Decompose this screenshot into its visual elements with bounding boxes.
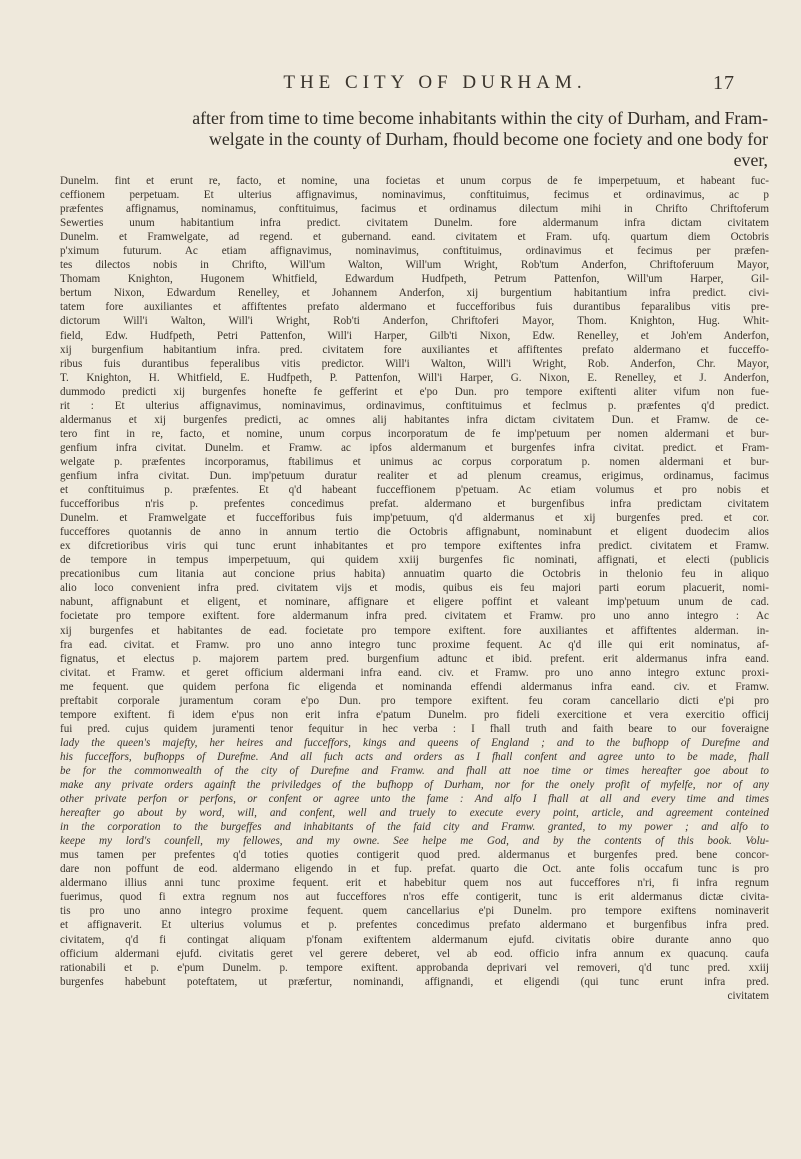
intro-line: ever, [733, 150, 768, 170]
charter-line: xij burgenfes et habitantes de ead. focietate pro tempore exiftent. fore auxiliantes et affiftentes alderman. in- [60, 624, 769, 637]
charter-line: T. Knighton, H. Whitfield, E. Hudfpeth, P. Pattenfon, Will'i Harper, G. Nixon, E. Renelley, et J. Anderfon, [60, 371, 769, 384]
charter-line: Sewerties unum habitantium infra predict. civitatem Dunelm. fore aldermanum infra dictam civitatem [60, 217, 769, 230]
charter-line: Thomam Knighton, Hugonem Whitfield, Edwardum Hudfpeth, Petrum Pattenfon, Will'um Harper, Gil- [60, 273, 769, 286]
charter-line: ceffionem perpetuam. Et ulterius affignavimus, nominavimus, conftituimus, fecimus et ordinavimus, ac p [60, 189, 769, 202]
charter-line: make any private orders againft the priviledges of the bufhopp of Durham, nor for the onely profit of myfelfe, nor of any [60, 779, 769, 792]
latin-charter-text [60, 174, 769, 1003]
charter-line: et affignaverit. Et ulterius volumus et p. prefentes concedimus prefato aldermano et burgenfibus infra pred. [60, 919, 769, 932]
charter-line: nabunt, affignabunt et eligent, et nominare, affignare et eligere poffint et valeant imp'petuum unum de cad. [60, 596, 769, 609]
charter-line: keepe my lord's counfell, my fellowes, and my owne. See helpe me God, and by the contents of this book. Volu- [60, 835, 769, 848]
charter-line: field, Edw. Hudfpeth, Petri Pattenfon, Will'i Harper, Gilb'ti Nixon, Edw. Renelley, et Joh'em Anderfon, [60, 329, 769, 342]
charter-line: fui pred. cujus quidem juramenti tenor fequitur in hec verba : I fhall truth and faith beare to our foveraigne [60, 722, 769, 735]
charter-line: burgenfes habebunt poteftatem, ut præfertur, nominandi, affignandi, et eligendi (qui tunc erunt infra pred. [60, 975, 769, 988]
page-number: 17 [713, 72, 735, 94]
charter-line: et conftituimus p. præfentes. Et q'd habeant fucceffionem p'petuam. Ac etiam volumus et pro nobis et [60, 484, 769, 497]
charter-line: civitat. et Framw. et geret officium aldermani infra eand. civ. et Framw. pro uno anno integro extunc proxi- [60, 666, 769, 679]
charter-line: de tempore in tempus imperpetuum, qui quidem xxiij burgenfes fic nominati, affignati, et electi (publicis [60, 554, 769, 567]
charter-line: bertum Nixon, Edwardum Renelley, et Johannem Anderfon, xij burgentium habitantium infra predict. civi- [60, 287, 769, 300]
charter-line: ribus fuis durantibus feperalibus vitis predictor. Will'i Walton, Will'i Wright, Rob. Anderfon, Chr. Mayor, [60, 357, 769, 370]
charter-line: fignatus, et electus p. majorem partem pred. burgenfium adtunc et ibid. prefent. erit aldermanus infra eand. [60, 652, 769, 665]
charter-line: tempore exiftent. fi idem e'pus non erit infra e'patum Dunelm. pro fideli exercitione et vera exercitio officij [60, 708, 769, 721]
charter-line: dictorum Will'i Walton, Will'i Wright, Rob'ti Anderfon, Chriftoferi Mayor, Thom. Knighton, Hug. Whit- [60, 315, 769, 328]
charter-line: fuccefforibus n'ris p. prefentes concedimus prefat. aldermano et burgenfibus infra predictam civitatem [60, 498, 769, 511]
charter-line: his fucceffors, bufhopps of Durefme. And all fuch acts and orders as I fhall confent and agree unto to be made, fhall [60, 750, 769, 763]
intro-line: welgate in the county of Durham, fhould become one fociety and one body for [209, 129, 768, 149]
charter-line: ex difcretioribus viris qui tunc erunt inhabitantes et pro tempore exiftentes infra predict. civitatem et Framw. [60, 540, 769, 553]
charter-line: p'ximum futurum. Ac etiam affignavimus, nominavimus, conftituimus, ordinavimus et fecimus per præfen- [60, 245, 769, 258]
charter-line: genfium infra civitat. Dunelm. et Framw. ac ipfos aldermanum et burgenfes infra civitat. predict. et Fram- [60, 441, 769, 454]
charter-line: lady the queen's majefty, her heires and fucceffors, kings and queens of England ; and to the bufhopp of Durefme and [60, 736, 769, 749]
charter-line: welgate p. præfentes incorporamus, ftabilimus et unimus ac corpus corporatum p. nomen aldermani et bur- [60, 455, 769, 468]
intro-paragraph [60, 108, 768, 171]
charter-line: other private perfon or perfons, or confent or agree unto the fame : And alfo I fhall at all and every time and times [60, 793, 769, 806]
charter-line: rit : Et ulterius affignavimus, nominavimus, ordinavimus, conftituimus et feclmus p. præfentes q'd predict. [60, 399, 769, 412]
charter-line: tatem fore auxiliantes et affiftentes prefato aldermano et fuccefforibus fuis durantibus feparalibus vitis pre- [60, 301, 769, 314]
charter-line: preftabit corporale juramentum coram e'po Dun. pro tempore exiftent. feu coram cancellario dicti e'pi pro [60, 694, 769, 707]
charter-line: Dunelm. fint et erunt re, facto, et nomine, una focietas et unum corpus de fe imperpetuum, et habeant fuc- [60, 175, 769, 187]
charter-line: xij burgenfium habitantium infra. pred. civitatem fore auxiliantes et affiftentes prefato aldermano et fucceffo- [60, 343, 769, 356]
charter-line: aldermano illius anni tunc proxime fequent. erit et habebitur quem nos aut fucceffores n'ri, fi infra regnum [60, 877, 769, 890]
charter-line: me fequent. que quidem perfona fic eligenda et nominanda effendi aldermanus infra eand. civ. et Framw. [60, 680, 769, 693]
intro-line: after from time to time become inhabitants within the city of Durham, and Fram- [192, 108, 768, 128]
charter-line: officium aldermani ejufd. civitatis geret vel gerere deberet, vel ab eod. officio infra annum ex quacunq. caufa [60, 947, 769, 960]
charter-line: Dunelm. et Framwelgate et fuccefforibus fuis imp'petuum, q'd aldermanus et xij burgenfes pred. et cor. [60, 512, 769, 525]
charter-line: hereafter go about by word, will, and confent, well and truely to execute every point, article, and agreement conteined [60, 807, 769, 820]
charter-line: be for the commonwealth of the city of Durefme and Framw. and fhall att noe time or times hereafter goe about to [60, 764, 769, 777]
charter-line: rationabili et p. e'pum Dunelm. p. tempore exiftent. approbanda deprivari vel removeri, q'd tunc pred. xxiij [60, 961, 769, 974]
charter-line: tes dilectos nobis in Chrifto, Will'um Walton, Will'um Wright, Rob'tum Anderfon, Chriftoferuum Mayor, [60, 259, 769, 272]
charter-line: civitatem, q'd fi contingat aliquam p'fonam exiftentem aldermanum ejufd. civitatis obire durante anno quo [60, 933, 769, 946]
charter-line: civitatem [727, 989, 769, 1002]
charter-line: precationibus cum litania aut concione prius habita) annuatim quarto die Octobris in thelonio feu in aliquo [60, 568, 769, 581]
running-title: THE CITY OF DURHAM. [283, 72, 587, 93]
charter-line: dummodo predicti xij burgenfes honefte fe gefferint et e'po Dun. pro tempore exiftenti aliter vifum non fue- [60, 385, 769, 398]
charter-line: tis pro uno anno integro proxime fequent. quem cancellarius e'pi Dunelm. pro tempore exiftens nominaverit [60, 905, 769, 918]
charter-line: præfentes affignamus, nominamus, conftituimus, facimus et ordinamus dilectum mihi in Chrifto Chriftoferum [60, 203, 769, 216]
charter-line: alio loco convenient infra pred. civitatem vijs et modis, quibus eis feu majori parti eorum placuerit, nomi- [60, 582, 769, 595]
charter-line: focietate pro tempore exiftent. fore aldermanum infra pred. civitatem et Framw. pro uno anno integro : Ac [60, 610, 769, 623]
charter-line: in the corporation to the burgeffes and inhabitants of the faid city and Framw. granted, to my power ; and alfo to [60, 821, 769, 834]
charter-line: Dunelm. et Framwelgate, ad regend. et gubernand. eand. civitatem et Fram. ufq. quartum diem Octobris [60, 231, 769, 244]
charter-line: tero fint in re, facto, et nomine, unum corpus incorporatum de fe imp'petuum per nomen aldermani et bur- [60, 427, 769, 440]
charter-line: aldermanus et xij burgenfes predicti, ac omnes alij habitantes infra dictam civitatem Dun. et Framw. de ce- [60, 413, 769, 426]
charter-line: dare non poffunt de eod. aldermano eligendo in et fup. prefat. quarto die Oct. ante folis occafum tunc is pro [60, 863, 769, 876]
charter-line: genfium infra civitat. Dun. imp'petuum duratur realiter et ad plenum creamus, erigimus, ordinamus, facimus [60, 469, 769, 482]
charter-line: fuerimus, quod fi extra regnum nos aut fucceffores n'ros effe contigerit, tunc is erit aldermanus dictæ civita- [60, 891, 769, 904]
charter-line: fra ead. civitat. et Framw. pro uno anno integro tunc proxime fequent. Ac q'd ille qui erit nominatus, af- [60, 638, 769, 651]
charter-line: mus tamen per prefentes q'd toties quoties contigerit quod pred. aldermanus et burgenfes pred. bene concor- [60, 849, 769, 862]
page-header [0, 72, 801, 98]
charter-line: fucceffores quotannis de anno in annum tertio die Octobris affignabunt, nominabunt et eligent duodecim alios [60, 526, 769, 539]
